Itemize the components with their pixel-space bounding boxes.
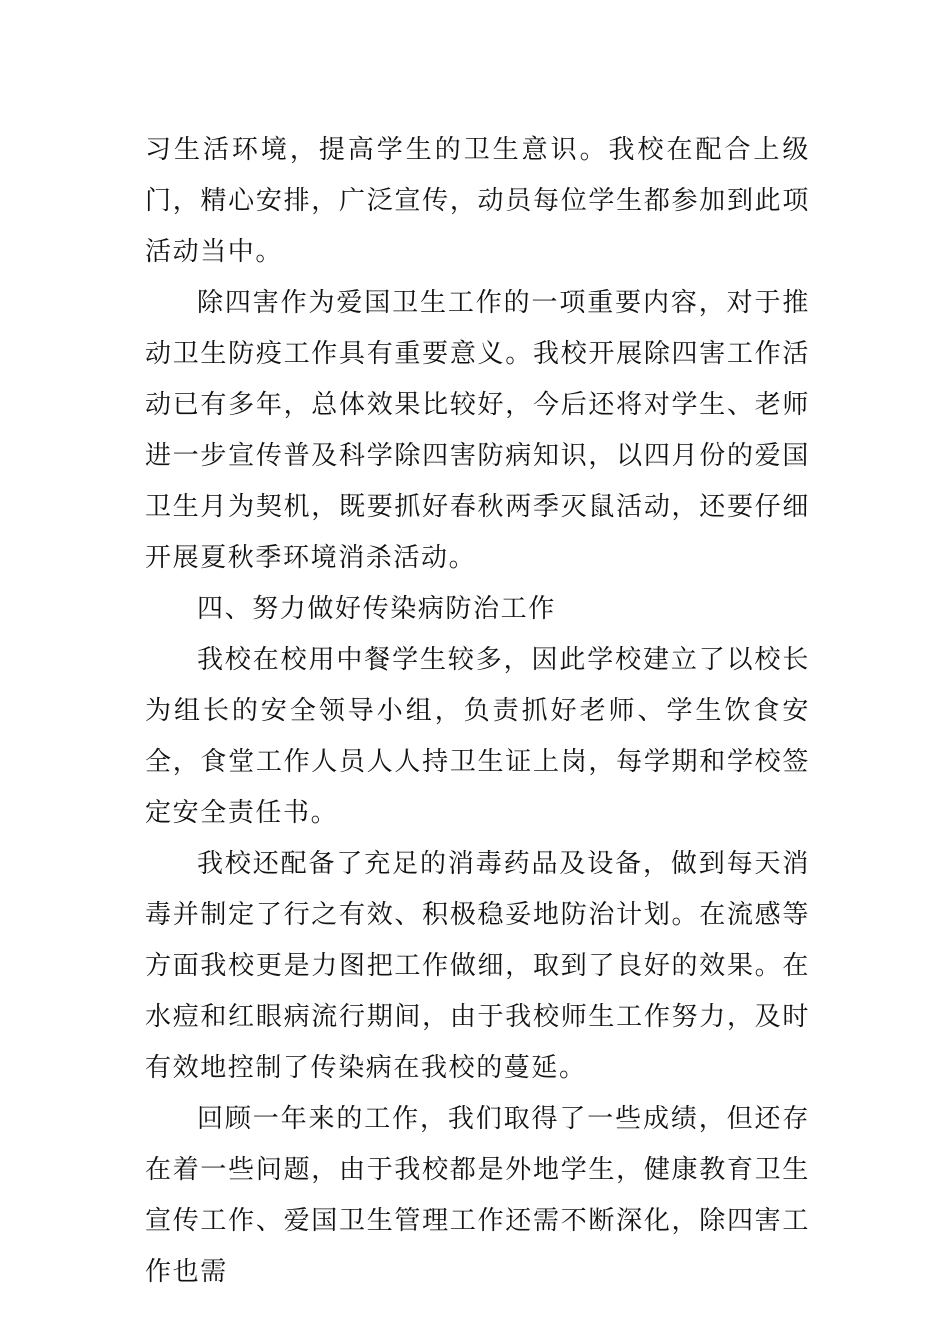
paragraph-pest-control: 除四害作为爱国卫生工作的一项重要内容，对于推动卫生防疫工作具有重要意义。我校开展除四害工作活动已有多年，总体效果比较好，今后还将对学生、老师进一步宣传普及科学除四害防病知识，以四月份的爱国卫生月为契机，既要抓好春秋两季灭鼠活动，还要仔细开展夏秋季环境消杀活动。 (145, 288, 810, 573)
paragraph-disinfection: 我校还配备了充足的消毒药品及设备，做到每天消毒并制定了行之有效、积极稳妥地防治计划。在流感等方面我校更是力图把工作做细，取到了良好的效果。在水痘和红眼病流行期间，由于我校师生工作努力，及时有效地控制了传染病在我校的蔓延。 (145, 849, 810, 1083)
paragraph-food-safety: 我校在校用中餐学生较多，因此学校建立了以校长为组长的安全领导小组，负责抓好老师、学生饮食安全，食堂工作人员人人持卫生证上岗，每学期和学校签定安全责任书。 (145, 645, 810, 828)
paragraph-continuation: 习生活环境，提高学生的卫生意识。我校在配合上级门，精心安排，广泛宣传，动员每位学生都参加到此项活动当中。 (145, 135, 810, 267)
section-heading-disease-prevention: 四、努力做好传染病防治工作 (197, 594, 556, 624)
paragraph-review: 回顾一年来的工作，我们取得了一些成绩，但还存在着一些问题，由于我校都是外地学生，健康教育卫生宣传工作、爱国卫生管理工作还需不断深化，除四害工作也需 (145, 1104, 810, 1287)
document-body (145, 125, 810, 1298)
